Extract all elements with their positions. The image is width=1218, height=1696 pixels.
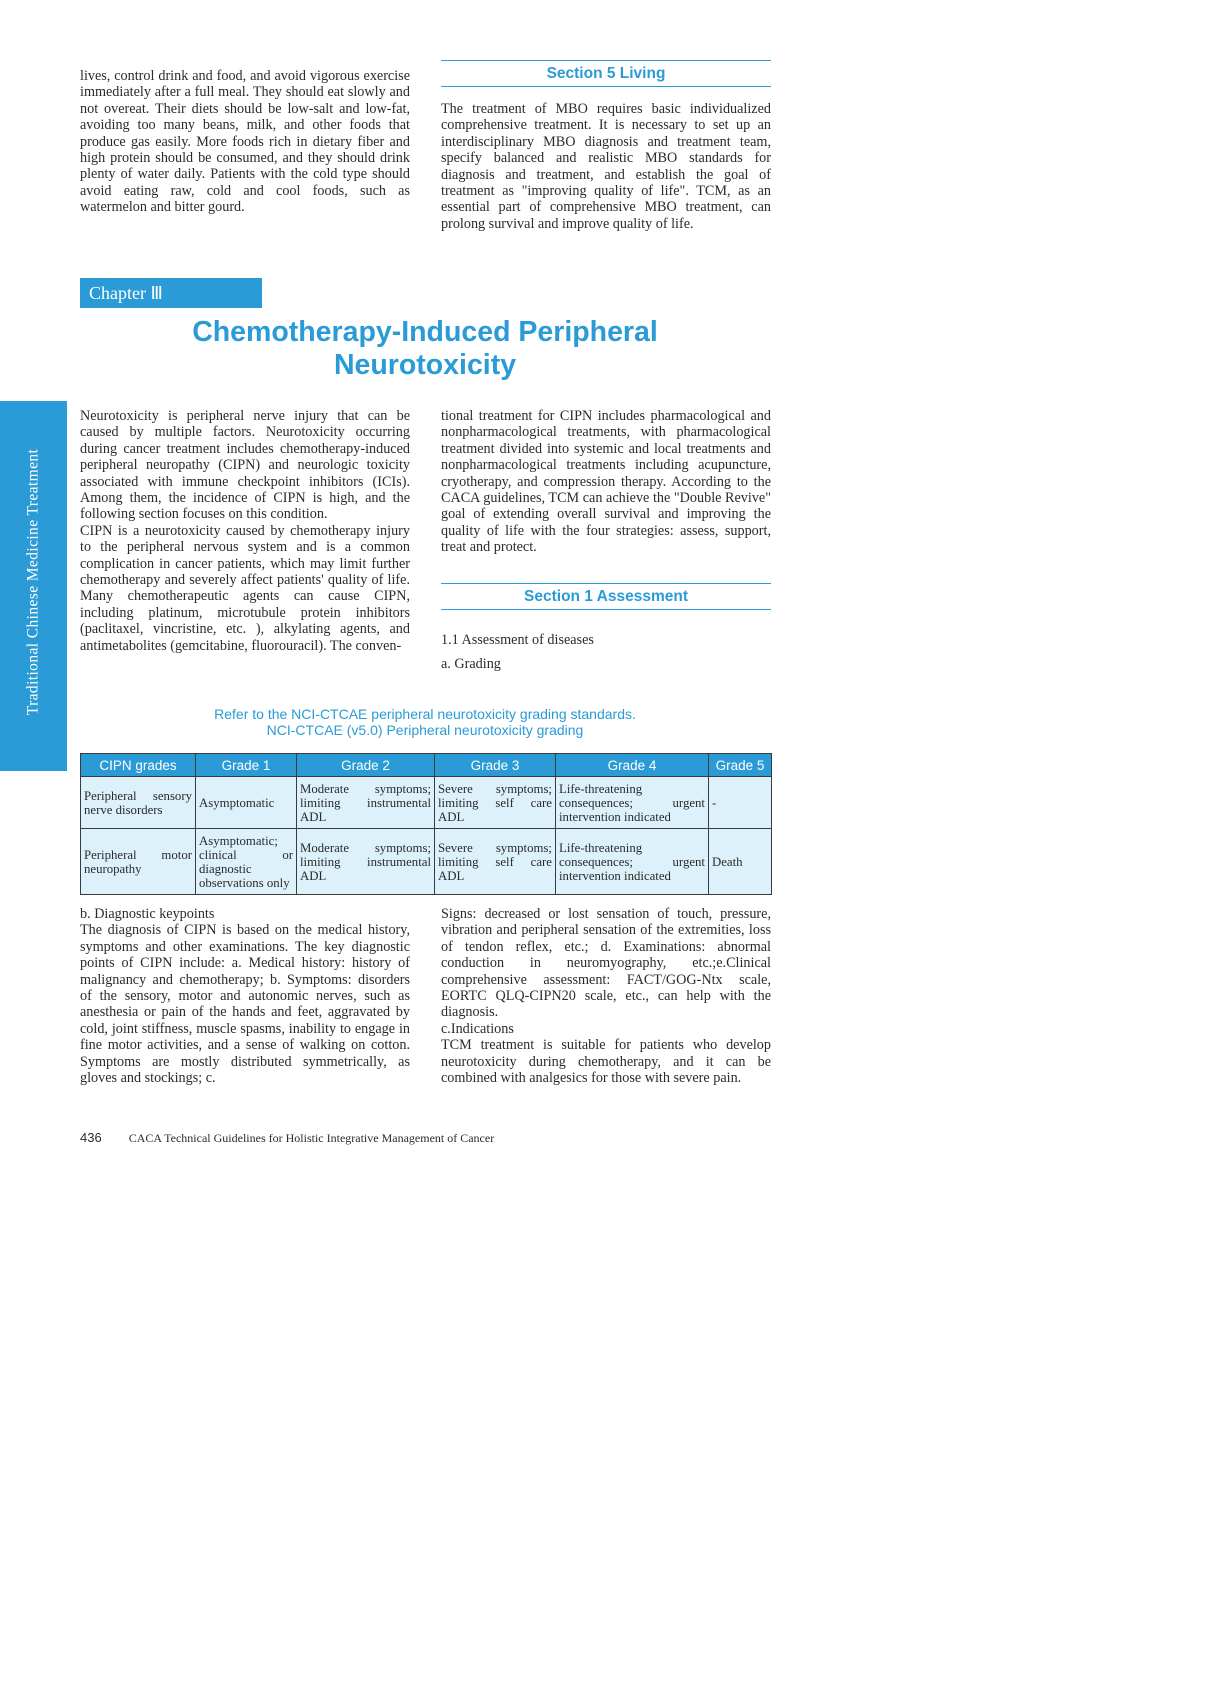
body-text: CIPN is a neurotoxicity caused by chemotherapy injury to the peripheral nervous system and is a common complication in cancer patients, which may limit further chemotherapy and severely affect patients' quality of life. Many chemotherapeutic agents can cause CIPN, including platinum, microtubule protein inhibitors (paclitaxel, vincristine, etc. ), alkylating agents, and antimetabolites (gemcitabine, fluorouracil). The conven-: [80, 522, 410, 654]
table-row: [81, 829, 772, 895]
bottom-left-column: [80, 906, 410, 1086]
side-tab: [0, 401, 67, 771]
table-header-cell: Grade 5: [709, 754, 772, 777]
table-cell: Severe symptoms; limiting self care ADL: [435, 777, 556, 829]
table-header-cell: Grade 2: [297, 754, 435, 777]
table-cell: Peripheral motor neuropathy: [81, 829, 196, 895]
table-cell: Life-threatening consequences; urgent intervention indicated: [556, 829, 709, 895]
intro-left-column: [80, 408, 410, 654]
body-text: The diagnosis of CIPN is based on the medical history, symptoms and other examinations. The key diagnostic points of CIPN include: a. Medical history: history of malignancy and chemotherapy; b. Symptoms: disorders of the sensory, motor and autonomic nerves, such as anesthesia or pain of the hands and feet, aggravated by cold, joint stiffness, muscle spasms, inability to engage in fine motor activities, and a sense of walking on cotton. Symptoms are mostly distributed symmetrically, as gloves and stockings; c.: [80, 922, 410, 1087]
side-tab-label: Traditional Chinese Medicine Treatment: [24, 448, 42, 716]
table-cell: Asymptomatic; clinical or diagnostic observations only: [196, 829, 297, 895]
assessment-item: 1.1 Assessment of diseases: [441, 632, 594, 648]
top-left-column: [80, 68, 410, 216]
chapter-title: [80, 316, 770, 382]
intro-right-column: [441, 408, 771, 556]
body-text: lives, control drink and food, and avoid vigorous exercise immediately after a full meal. They should eat slowly and not overeat. Their diets should be low-salt and low-fat, avoiding too many beans, milk, and other foods that produce gas easily. More foods rich in dietary fiber and high protein should be consumed, and they should drink plenty of water daily. Patients with the cold type should avoid eating raw, cold and cool foods, such as watermelon and bitter gourd.: [80, 68, 410, 216]
grading-table: [80, 753, 772, 895]
chapter-title-line-1: Chemotherapy-Induced Peripheral: [192, 316, 658, 348]
table-cell: Moderate symptoms; limiting instrumental ADL: [297, 829, 435, 895]
chapter-label: Chapter Ⅲ: [80, 278, 262, 308]
table-cell: Severe symptoms; limiting self care ADL: [435, 829, 556, 895]
table-cell: Moderate symptoms; limiting instrumental ADL: [297, 777, 435, 829]
body-text: TCM treatment is suitable for patients who develop neurotoxicity during chemotherapy, and it can be combined with analgesics for those with severe pain.: [441, 1037, 771, 1087]
table-cell: Asymptomatic: [196, 777, 297, 829]
subheading: b. Diagnostic keypoints: [80, 906, 215, 922]
running-title: CACA Technical Guidelines for Holistic Integrative Management of Cancer: [128, 1131, 495, 1145]
body-text: tional treatment for CIPN includes pharmacological and nonpharmacological treatments, with pharmacological treatment divided into systemic and local treatments and nonpharmacological treatments including acupuncture, cryotherapy, and compression therapy. According to the CACA guidelines, TCM can achieve the "Double Revive" goal of extending overall survival and improving the quality of life with the four strategies: assess, support, treat and protect.: [441, 408, 771, 556]
body-text: Signs: decreased or lost sensation of touch, pressure, vibration and peripheral sensation of the extremities, loss of tendon reflex, etc.; d. Examinations: abnormal conduction in neuromyography, etc.;e.Clinical comprehensive assessment: FACT/GOG-Ntx scale, EORTC QLQ-CIPN20 scale, etc., can help with the diagnosis.: [441, 906, 771, 1021]
table-caption-line-1: Refer to the NCI-CTCAE peripheral neurotoxicity grading standards.: [214, 706, 636, 722]
table-cell: Peripheral sensory nerve disorders: [81, 777, 196, 829]
table-header-row: [81, 754, 772, 777]
table-row: [81, 777, 772, 829]
table-header-cell: Grade 1: [196, 754, 297, 777]
page-footer: [80, 1130, 494, 1146]
table-cell: -: [709, 777, 772, 829]
bottom-right-column: [441, 906, 771, 1086]
table-cell: Life-threatening consequences; urgent intervention indicated: [556, 777, 709, 829]
assessment-item: a. Grading: [441, 656, 501, 672]
top-right-column: [441, 101, 771, 232]
section-heading-assessment: Section 1 Assessment: [441, 583, 771, 610]
subheading: c.Indications: [441, 1020, 514, 1037]
table-header-cell: CIPN grades: [81, 754, 196, 777]
body-text: The treatment of MBO requires basic individualized comprehensive treatment. It is necessary to set up an interdisciplinary MBO diagnosis and treatment team, specify balanced and realistic MBO standards for diagnosis and treatment, and establish the goal of treatment as "improving quality of life". TCM, as an essential part of comprehensive MBO treatment, can prolong survival and improve quality of life.: [441, 101, 771, 232]
section-heading-living: Section 5 Living: [441, 60, 771, 87]
table-caption-line-2: NCI-CTCAE (v5.0) Peripheral neurotoxicity grading: [266, 722, 584, 738]
table-caption: [80, 706, 770, 738]
table-header-cell: Grade 4: [556, 754, 709, 777]
page-number: 436: [80, 1130, 102, 1145]
table-header-cell: Grade 3: [435, 754, 556, 777]
table-cell: Death: [709, 829, 772, 895]
chapter-title-line-2: Neurotoxicity: [333, 349, 517, 381]
body-text: Neurotoxicity is peripheral nerve injury that can be caused by multiple factors. Neurotoxicity occurring during cancer treatment includes chemotherapy-induced peripheral neuropathy (CIPN) and neurologic toxicity associated with immune checkpoint inhibitors (ICIs). Among them, the incidence of CIPN is high, and the following section focuses on this condition.: [80, 408, 410, 523]
